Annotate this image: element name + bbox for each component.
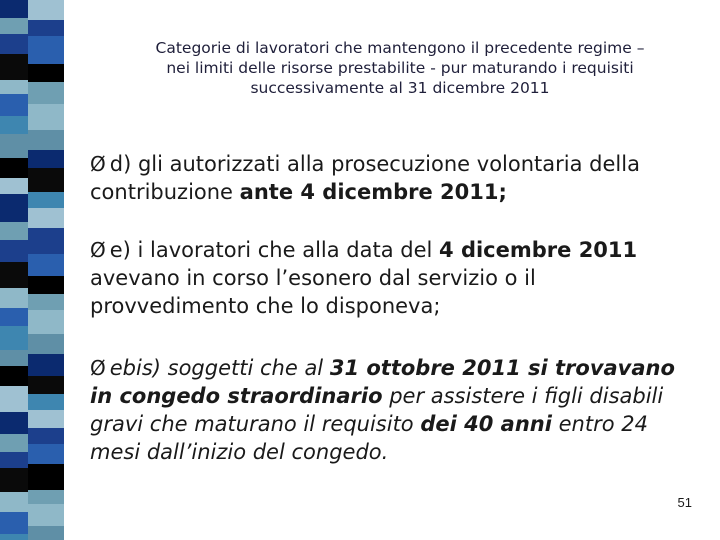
stripe-block [0,366,28,386]
stripe-block [0,34,28,54]
stripe-block [28,64,64,82]
stripe-block [28,504,64,526]
stripe-block [28,490,64,504]
stripe-block [28,444,64,464]
stripe-block [0,350,28,366]
stripe-block [28,0,64,20]
bullet-e-text-1: e) i lavoratori che alla data del [109,238,440,262]
stripe-block [0,492,28,512]
stripe-block [28,36,64,64]
stripe-block [28,334,64,354]
stripe-block [0,94,28,116]
bullet-e-text-2: avevano in corso l’esonero dal servizio o il provvedimento che lo disponeva; [90,266,536,318]
stripe-block [0,452,28,468]
bullet-ebis-emphasis-1: 31 ottobre 2011 si trovavano in congedo straordinario [90,356,675,408]
stripe-block [0,54,28,80]
stripe-block [28,150,64,168]
stripe-block [28,20,64,36]
stripe-block [0,262,28,288]
bullet-ebis-text-3: entro 24 mesi dall’inizio del congedo. [90,412,648,464]
bullet-ebis-text-2: per assistere i figli disabili gravi che maturano il requisito [90,384,664,436]
bullet-ebis [90,354,690,466]
stripe-block [0,158,28,178]
stripe-block [0,178,28,194]
slide-title [100,38,700,98]
stripe-block [28,410,64,428]
title-line-2: nei limiti delle risorse prestabilite - pur maturando i requisiti [166,59,634,77]
bullet-ebis-text-1: ebis) soggetti che al [109,356,330,380]
stripe-block [0,308,28,326]
bullet-e [90,236,690,320]
stripe-block [0,412,28,434]
stripe-block [0,134,28,158]
bullet-d-date: ante 4 dicembre 2011; [239,180,507,204]
stripe-block [28,394,64,410]
stripe-block [28,376,64,394]
bullet-d [90,150,690,206]
stripe-block [28,428,64,444]
stripe-block [28,310,64,334]
page-number: 51 [677,495,692,510]
stripe-block [0,512,28,534]
stripe-block [28,526,64,540]
bullet-e-date: 4 dicembre 2011 [439,238,638,262]
stripe-block [0,468,28,492]
stripe-block [0,80,28,94]
arrow-bullet-icon: Ø [90,152,106,176]
stripe-block [28,130,64,150]
stripe-block [28,294,64,310]
title-line-1: Categorie di lavoratori che mantengono il precedente regime – [155,39,645,57]
stripe-block [0,240,28,262]
stripe-block [0,194,28,222]
stripe-block [0,534,28,540]
stripe-block [0,116,28,134]
stripe-block [28,192,64,208]
stripe-block [0,288,28,308]
stripe-block [0,434,28,452]
stripe-block [28,104,64,130]
title-line-3: successivamente al 31 dicembre 2011 [250,79,550,97]
stripe-block [28,168,64,192]
stripe-block [28,254,64,276]
stripe-block [28,228,64,254]
stripe-block [0,18,28,34]
arrow-bullet-icon: Ø [90,356,106,380]
stripe-block [28,82,64,104]
bullet-d-text: d) gli autorizzati alla prosecuzione volontaria della contribuzione [90,152,640,204]
arrow-bullet-icon: Ø [90,238,106,262]
stripe-block [28,276,64,294]
stripe-block [0,386,28,412]
stripe-block [0,0,28,18]
stripe-block [0,222,28,240]
stripe-block [28,464,64,490]
decorative-side-stripe [0,0,64,540]
stripe-block [0,326,28,350]
stripe-block [28,208,64,228]
bullet-ebis-emphasis-2: dei 40 anni [420,412,552,436]
stripe-block [28,354,64,376]
